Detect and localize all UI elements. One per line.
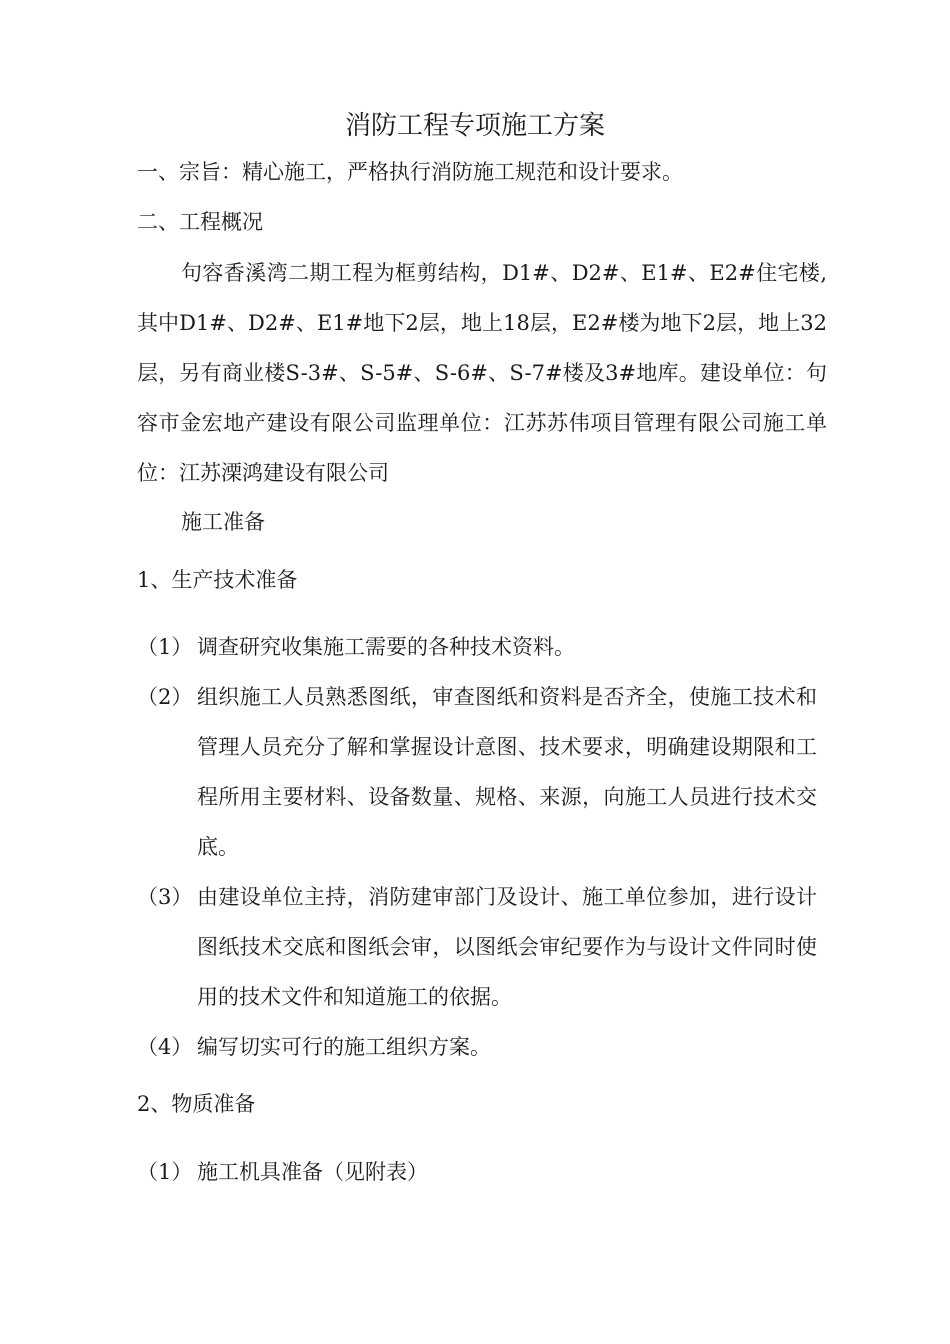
tech-prep-heading: 1、生产技术准备 — [137, 568, 298, 592]
material-item-1-number: （1） — [137, 1160, 193, 1184]
tech-item-3-text: 由建设单位主持，消防建审部门及设计、施工单位参加，进行设计图纸技术交底和图纸会审，以图纸会审纪要作为与设计文件同时使用的技术文件和知道施工的依据。 — [197, 885, 817, 1009]
preparation-heading: 施工准备 — [181, 510, 265, 534]
tech-item-4 — [137, 1022, 817, 1072]
tech-item-1 — [137, 622, 817, 672]
overview-paragraph: 句容香溪湾二期工程为框剪结构，D1#、D2#、E1#、E2#住宅楼,其中D1#、D2#、E1#地下2层，地上18层，E2#楼为地下2层，地上32层，另有商业楼S-3#、S-5#、S-6#、S-7#楼及3#地库。建设单位：句容市金宏地产建设有限公司监理单位：江苏苏伟项目管理有限公司施工单位：江苏溧鸿建设有限公司 — [137, 261, 827, 485]
section-purpose: 一、宗旨：精心施工，严格执行消防施工规范和设计要求。 — [137, 160, 683, 184]
material-item-1 — [137, 1147, 817, 1197]
tech-item-2-text: 组织施工人员熟悉图纸，审查图纸和资料是否齐全，使施工技术和管理人员充分了解和掌握设计意图、技术要求，明确建设期限和工程所用主要材料、设备数量、规格、来源，向施工人员进行技术交底。 — [197, 685, 817, 859]
material-prep-heading: 2、物质准备 — [137, 1092, 256, 1116]
document-title: 消防工程专项施工方案 — [344, 111, 605, 141]
tech-item-1-text: 调查研究收集施工需要的各种技术资料。 — [197, 635, 575, 659]
tech-item-2 — [137, 672, 817, 872]
tech-item-3 — [137, 872, 817, 1022]
material-item-1-text: 施工机具准备（见附表） — [197, 1160, 428, 1184]
tech-item-2-number: （2） — [137, 685, 193, 709]
tech-item-1-number: （1） — [137, 635, 193, 659]
tech-item-4-number: （4） — [137, 1035, 193, 1059]
section-overview-heading: 二、工程概况 — [137, 210, 263, 234]
tech-item-4-text: 编写切实可行的施工组织方案。 — [197, 1035, 491, 1059]
tech-item-3-number: （3） — [137, 885, 193, 909]
